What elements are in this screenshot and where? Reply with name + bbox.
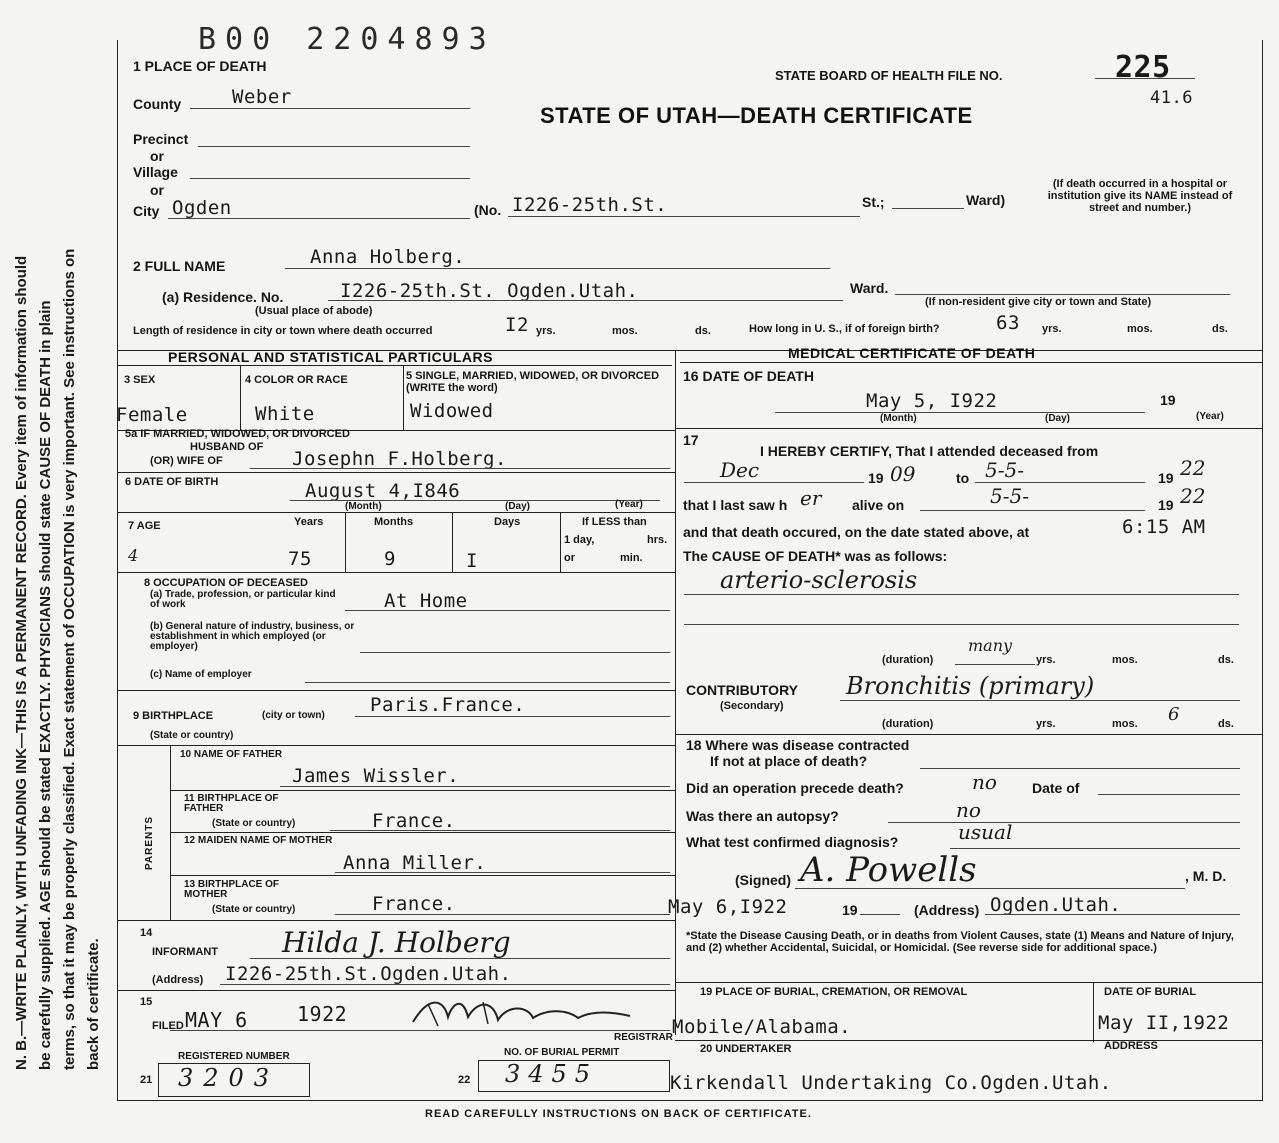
occ-b-label: (b) General nature of industry, business, or establishment in which employed (or employer) xyxy=(150,621,355,652)
signed-line xyxy=(795,888,1185,889)
last-saw-date: 5-5- xyxy=(990,484,1029,508)
last-saw-19: 19 xyxy=(1158,497,1174,513)
death-date-value: May 5, I922 xyxy=(866,390,998,412)
cause-duration: many xyxy=(968,636,1013,655)
last-saw-her: er xyxy=(800,486,822,510)
contrib-line xyxy=(840,700,1240,701)
place-heading: 1 PLACE OF DEATH xyxy=(133,58,267,74)
death-date-label: 16 DATE OF DEATH xyxy=(683,368,814,384)
undertaker-value: Kirkendall Undertaking Co.Ogden.Utah. xyxy=(670,1072,1112,1094)
frame-right xyxy=(1262,40,1263,1100)
attend-from-19: 19 xyxy=(868,470,884,486)
margin-line-2: be carefully supplied. AGE should be stated EXACTLY. PHYSICIANS should state CAUSE OF DEATH in plain xyxy=(37,300,54,1070)
row-rule-5 xyxy=(117,690,675,691)
operation-label: Did an operation precede death? xyxy=(686,780,904,796)
autopsy-value: no xyxy=(956,798,981,822)
cause-footnote: *State the Disease Causing Death, or in deaths from Violent Causes, state (1) Means and Nature of Injury, and (2) whether Accidental, Suicidal, or Homicidal. (See reverse side for additional space.) xyxy=(686,930,1234,954)
page-title: STATE OF UTAH—DEATH CERTIFICATE xyxy=(540,103,973,128)
operation-date-line xyxy=(1098,794,1240,795)
attend-from-month: Dec xyxy=(720,458,760,482)
cause-yrs: yrs. xyxy=(1036,654,1056,666)
street-line xyxy=(508,216,860,217)
death-occured-label: and that death occured, on the date stated above, at xyxy=(683,524,1030,540)
cause-line-2 xyxy=(684,624,1239,625)
medical-heading-rule xyxy=(680,362,1263,363)
months-label: Months xyxy=(374,516,414,528)
less-or: or xyxy=(564,552,575,564)
city-value: Ogden xyxy=(172,197,232,219)
dob-day: (Day) xyxy=(505,501,531,512)
death-day: (Day) xyxy=(1045,413,1071,424)
certify-text: I HEREBY CERTIFY, That I attended deceased from xyxy=(760,443,1099,459)
death-19: 19 xyxy=(1160,392,1176,408)
ward-label-2: Ward. xyxy=(850,280,889,296)
usual-place: (Usual place of abode) xyxy=(255,305,373,317)
test-value: usual xyxy=(958,820,1013,844)
birthplace-label: 9 BIRTHPLACE xyxy=(133,710,214,722)
mother-label: 12 MAIDEN NAME OF MOTHER xyxy=(184,835,333,846)
serial-number: B00 2204893 xyxy=(198,22,496,57)
residence-label: (a) Residence. No. xyxy=(162,289,284,305)
attend-to-date: 5-5- xyxy=(985,458,1024,482)
mother-line xyxy=(335,872,670,873)
sex-label: 3 SEX xyxy=(124,374,156,386)
med-rule-1 xyxy=(675,428,1263,429)
contrib-secondary: (Secondary) xyxy=(720,700,784,712)
attend-to-19: 19 xyxy=(1158,470,1174,486)
filed-year: 1922 xyxy=(297,1002,348,1026)
item-18-line xyxy=(920,768,1240,769)
cause-mos: mos. xyxy=(1112,654,1138,666)
signed-address-line xyxy=(985,914,1240,915)
md-label: , M. D. xyxy=(1185,868,1227,884)
foreign-yrs: 63 xyxy=(996,312,1020,334)
length-label: Length of residence in city or town where death occurred xyxy=(133,325,433,337)
contrib-label: CONTRIBUTORY xyxy=(686,682,798,698)
informant-address-line xyxy=(220,984,670,985)
file-no: 225 xyxy=(1115,50,1171,85)
physician-signature: A. Powells xyxy=(800,850,977,890)
row-rule-7 xyxy=(117,920,675,921)
attend-to-year: 22 xyxy=(1180,456,1206,480)
file-no-line xyxy=(1095,78,1195,79)
filed-label: FILED xyxy=(152,1020,184,1032)
informant-signature: Hilda J. Holberg xyxy=(282,926,511,959)
center-divider xyxy=(675,350,676,1035)
attend-from-line xyxy=(684,482,864,483)
foreign-yrs-unit: yrs. xyxy=(1042,323,1062,335)
signed-19-line xyxy=(860,914,900,915)
margin-instructions xyxy=(10,60,120,1070)
spouse-label-1: 5a IF MARRIED, WIDOWED, OR DIVORCED xyxy=(125,428,350,440)
last-saw-line xyxy=(920,510,1145,511)
cause-value: arterio-sclerosis xyxy=(720,566,918,594)
file-no-label: STATE BOARD OF HEALTH FILE NO. xyxy=(775,68,1003,83)
spouse-label-3: (OR) WIFE OF xyxy=(150,455,223,467)
county-label: County xyxy=(133,96,182,112)
item-18-line-1: 18 Where was disease contracted xyxy=(686,737,910,753)
city-line xyxy=(168,218,470,219)
mother-bp-line xyxy=(335,914,670,915)
cause-ds: ds. xyxy=(1218,654,1234,666)
mother-value: Anna Miller. xyxy=(343,852,487,874)
ward-label: Ward) xyxy=(966,192,1006,208)
marital-label: 5 SINGLE, MARRIED, WIDOWED, OR DIVORCED (WRITE the word) xyxy=(406,370,660,394)
informant-address-label: (Address) xyxy=(152,974,204,986)
burial-place: Mobile/Alabama. xyxy=(672,1016,852,1038)
full-name-label: 2 FULL NAME xyxy=(133,258,226,274)
mother-bp-value: France. xyxy=(372,893,456,915)
mother-bp-label: 13 BIRTHPLACE OF MOTHER xyxy=(184,879,280,900)
undertaker-label: 20 UNDERTAKER xyxy=(700,1043,792,1055)
occ-b-line xyxy=(360,652,670,653)
less-min: min. xyxy=(620,552,643,564)
precinct-line xyxy=(198,146,470,147)
birthplace-state-note: (State or country) xyxy=(150,730,234,741)
village-label: Village xyxy=(133,164,178,180)
contrib-duration-label: (duration) xyxy=(882,718,934,730)
age-sep-3 xyxy=(560,512,561,572)
test-line xyxy=(950,848,1240,849)
row-rule-8 xyxy=(117,990,675,991)
last-saw-label: that I last saw h xyxy=(683,497,788,513)
precinct-label: Precinct xyxy=(133,131,189,147)
residence-value: I226-25th.St. Ogden.Utah. xyxy=(340,280,639,302)
death-year: (Year) xyxy=(1196,411,1224,422)
birthplace-note: (city or town) xyxy=(262,710,325,721)
ward-line xyxy=(892,208,964,209)
attend-to-line xyxy=(975,482,1145,483)
foreign-ds-unit: ds. xyxy=(1212,323,1228,335)
cause-duration-label: (duration) xyxy=(882,654,934,666)
birthplace-line xyxy=(355,716,670,717)
age-months: 9 xyxy=(384,548,396,570)
street-value: I226-25th.St. xyxy=(512,194,668,216)
parents-rule-2 xyxy=(170,832,675,833)
attend-from-year: 09 xyxy=(890,462,916,486)
row-rule-4 xyxy=(117,572,675,573)
row-rule-3 xyxy=(117,512,675,513)
birthplace-value: Paris.France. xyxy=(370,694,526,716)
margin-line-4: back of certificate. xyxy=(85,938,102,1070)
margin-line-1: N. B.—WRITE PLAINLY, WITH UNFADING INK—THIS IS A PERMANENT RECORD. Every item of information should xyxy=(13,255,30,1070)
less-hrs: hrs. xyxy=(647,534,668,546)
village-line xyxy=(190,178,470,179)
informant-no: 14 xyxy=(140,927,153,939)
father-bp-label: 11 BIRTHPLACE OF FATHER xyxy=(184,793,279,814)
signed-address: Ogden.Utah. xyxy=(990,894,1122,916)
father-bp-value: France. xyxy=(372,810,456,832)
dob-label: 6 DATE OF BIRTH xyxy=(125,476,219,488)
informant-address: I226-25th.St.Ogden.Utah. xyxy=(225,963,512,985)
father-label: 10 NAME OF FATHER xyxy=(180,749,283,760)
cause-label: The CAUSE OF DEATH* was as follows: xyxy=(683,548,948,564)
father-bp-note: (State or country) xyxy=(212,818,296,829)
burial-permit-label: NO. OF BURIAL PERMIT xyxy=(504,1047,620,1058)
father-bp-line xyxy=(330,830,670,831)
age-days: I xyxy=(466,550,478,572)
med-rule-3 xyxy=(675,982,1263,983)
signed-label: (Signed) xyxy=(735,872,791,888)
item-17: 17 xyxy=(683,432,699,448)
autopsy-line xyxy=(888,822,1240,823)
personal-heading-rule xyxy=(117,365,672,366)
burial-label: 19 PLACE OF BURIAL, CREMATION, OR REMOVAL xyxy=(700,986,968,998)
days-label: Days xyxy=(494,516,521,528)
item-18-line-2: If not at place of death? xyxy=(710,753,868,769)
nonresident-note: (If non-resident give city or town and State) xyxy=(925,296,1152,308)
col-sep-1 xyxy=(240,366,241,430)
spouse-line xyxy=(250,468,670,469)
reg-no-value: 3203 xyxy=(178,1064,280,1092)
mother-bp-note: (State or country) xyxy=(212,904,296,915)
color-label: 4 COLOR OR RACE xyxy=(245,374,348,386)
st-label: St.; xyxy=(862,194,885,210)
burial-permit-prefix: 22 xyxy=(458,1074,471,1086)
file-no-extra: 41.6 xyxy=(1150,88,1193,108)
last-saw-year: 22 xyxy=(1180,484,1206,508)
county-value: Weber xyxy=(232,86,292,108)
filed-line xyxy=(170,1030,670,1031)
age-sep-1 xyxy=(345,512,346,572)
father-value: James Wissler. xyxy=(292,765,460,787)
foreign-mos-unit: mos. xyxy=(1127,323,1153,335)
dob-year: (Year) xyxy=(615,499,643,510)
row-rule-2 xyxy=(117,472,675,473)
autopsy-label: Was there an autopsy? xyxy=(686,808,839,824)
test-label: What test confirmed diagnosis? xyxy=(686,834,899,850)
ward-line-2 xyxy=(895,294,1230,295)
county-line xyxy=(190,108,470,109)
col-sep-2 xyxy=(403,366,404,430)
length-ds-unit: ds. xyxy=(695,325,711,337)
less-label-2: 1 day, xyxy=(564,534,595,546)
foreign-label: How long in U. S., if of foreign birth? xyxy=(749,323,940,335)
city-label: City xyxy=(133,203,160,219)
operation-value: no xyxy=(972,770,997,794)
father-line xyxy=(280,786,670,787)
length-yrs: I2 xyxy=(505,314,529,336)
reg-no-prefix: 21 xyxy=(140,1074,153,1086)
cause-duration-line xyxy=(955,664,1035,665)
spouse-label-2: HUSBAND OF xyxy=(190,441,264,453)
dob-value: August 4,I846 xyxy=(305,480,461,502)
parents-rule-3 xyxy=(170,875,675,876)
footer-instructions: READ CAREFULLY INSTRUCTIONS ON BACK OF CERTIFICATE. xyxy=(425,1108,812,1120)
age-label: 7 AGE xyxy=(128,520,161,532)
age-mark: 4 xyxy=(128,546,139,565)
residence-line xyxy=(328,300,843,301)
hospital-note: (If death occurred in a hospital or institution give its NAME instead of street and number.) xyxy=(1047,178,1233,214)
dob-month: (Month) xyxy=(345,501,382,512)
burial-date-sep xyxy=(1093,982,1094,1042)
occ-c-label: (c) Name of employer xyxy=(150,669,252,680)
parents-rule-1 xyxy=(170,790,675,791)
burial-date-label: DATE OF BURIAL xyxy=(1104,986,1197,998)
row-rule-6 xyxy=(117,745,675,746)
death-time: 6:15 AM xyxy=(1122,516,1206,538)
full-name-value: Anna Holberg. xyxy=(310,246,466,268)
contrib-mos: mos. xyxy=(1112,718,1138,730)
occ-a-label: (a) Trade, profession, or particular kind of work xyxy=(150,589,336,610)
cause-line-1 xyxy=(684,594,1239,595)
length-yrs-unit: yrs. xyxy=(536,325,556,337)
or-1: or xyxy=(150,148,164,164)
occ-label: 8 OCCUPATION OF DECEASED xyxy=(144,577,308,589)
personal-heading: PERSONAL AND STATISTICAL PARTICULARS xyxy=(168,349,493,365)
sex-value: Female xyxy=(116,404,188,426)
reg-no-label: REGISTERED NUMBER xyxy=(178,1051,290,1062)
age-years: 75 xyxy=(288,548,312,570)
medical-heading: MEDICAL CERTIFICATE OF DEATH xyxy=(788,345,1036,361)
med-rule-2 xyxy=(675,734,1263,735)
med-rule-4 xyxy=(675,1040,1263,1041)
informant-line xyxy=(250,958,670,959)
contrib-yrs: yrs. xyxy=(1036,718,1056,730)
signed-address-label: (Address) xyxy=(914,902,980,918)
informant-label: INFORMANT xyxy=(152,946,218,958)
contrib-value: Bronchitis (primary) xyxy=(846,672,1095,700)
signed-date: May 6,I922 xyxy=(668,896,788,918)
registrar-signature xyxy=(408,992,638,1032)
filed-date: MAY 6 xyxy=(185,1008,248,1032)
frame-left xyxy=(117,40,118,1100)
age-sep-2 xyxy=(452,512,453,572)
frame-bottom xyxy=(117,1100,1263,1101)
spouse-value: Josephn F.Holberg. xyxy=(292,448,507,470)
undertaker-address-label: ADDRESS xyxy=(1104,1040,1158,1052)
contrib-ds: ds. xyxy=(1218,718,1234,730)
marital-value: Widowed xyxy=(410,400,494,422)
occ-a-line xyxy=(345,610,670,611)
occ-c-line xyxy=(305,682,670,683)
operation-date-label: Date of xyxy=(1032,780,1080,796)
occupation-value: At Home xyxy=(384,590,468,612)
length-mos-unit: mos. xyxy=(612,325,638,337)
street-no-label: (No. xyxy=(474,202,502,218)
registrar-label: REGISTRAR xyxy=(614,1032,673,1043)
or-2: or xyxy=(150,182,164,198)
color-value: White xyxy=(255,403,315,425)
margin-line-3: terms, so that it may be properly classified. Exact statement of OCCUPATION is very important. See instructions on xyxy=(61,248,78,1070)
burial-permit-value: 3455 xyxy=(505,1060,599,1088)
signed-19: 19 xyxy=(842,902,858,918)
burial-date: May II,1922 xyxy=(1098,1012,1230,1034)
parents-label: PARENTS xyxy=(144,815,155,870)
attend-to: to xyxy=(956,470,970,486)
full-name-line xyxy=(285,268,830,269)
contrib-mos-value: 6 xyxy=(1168,704,1180,725)
filed-no: 15 xyxy=(140,996,153,1008)
alive-on-label: alive on xyxy=(852,497,905,513)
death-month: (Month) xyxy=(880,413,917,424)
less-label-1: If LESS than xyxy=(582,516,647,528)
death-date-line xyxy=(775,412,1145,413)
years-label: Years xyxy=(294,516,324,528)
